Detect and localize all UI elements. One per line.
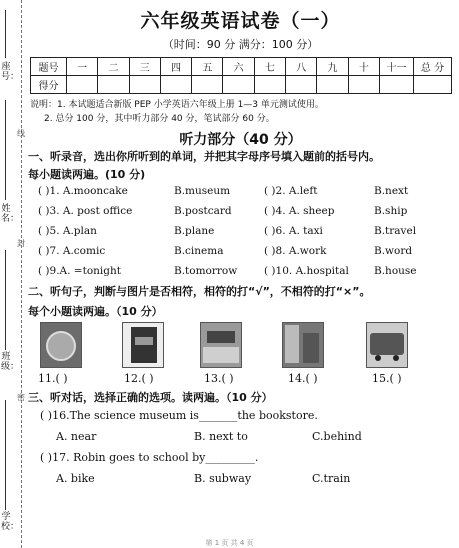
score-cell: 十	[348, 58, 379, 76]
score-input-cell[interactable]	[348, 76, 379, 94]
score-input-cell[interactable]	[160, 76, 191, 94]
q2-instruction: 二、听句子，判断与图片是否相符，相符的打“√”，不相符的打“×”。	[28, 285, 371, 298]
q1-option[interactable]: B.travel	[374, 225, 417, 237]
q1-option[interactable]: ( )5. A.plan	[38, 225, 97, 237]
q2-answer-14[interactable]: 14.( )	[288, 372, 318, 385]
score-input-cell[interactable]	[192, 76, 223, 94]
exam-title: 六年级英语试卷（一）	[140, 10, 341, 32]
q16-option-a[interactable]: A. near	[56, 430, 97, 443]
score-row-label: 得分	[31, 76, 67, 94]
score-cell: 一	[67, 58, 98, 76]
q1-option[interactable]: ( )8. A.work	[264, 245, 327, 257]
mark-seal-char: 封	[17, 239, 25, 248]
seat-number-line	[5, 10, 6, 58]
q16-question[interactable]: ( )16.The science museum is_______the bookstore.	[40, 409, 318, 422]
q1-row	[26, 263, 455, 283]
q1-option[interactable]: ( )2. A.left	[264, 185, 318, 197]
score-cell: 五	[192, 58, 223, 76]
q1-option[interactable]: ( )9.A. =tonight	[38, 265, 121, 277]
q1-row	[26, 183, 455, 203]
q1-sub-instruction: 每小题读两遍。(10 分)	[28, 168, 146, 181]
q1-row	[26, 203, 455, 223]
exam-content	[26, 0, 455, 490]
q1-option[interactable]: ( )6. A. taxi	[264, 225, 323, 237]
score-cell: 四	[160, 58, 191, 76]
score-table	[30, 57, 452, 94]
dictionary-book-picture	[122, 322, 164, 368]
note-line-1: 说明：1. 本试题适合新版 PEP 小学英语六年级上册 1—3 单元测试使用。	[30, 100, 324, 110]
q2-answer-11[interactable]: 11.( )	[38, 372, 68, 385]
score-input-cell[interactable]	[317, 76, 348, 94]
score-cell: 二	[98, 58, 129, 76]
note-line-2: 2. 总分 100 分，其中听力部分 40 分，笔试部分 60 分。	[44, 114, 275, 124]
q1-option[interactable]: B.next	[374, 185, 409, 197]
exam-notes	[30, 98, 455, 126]
score-input-cell[interactable]	[129, 76, 160, 94]
school-line	[5, 400, 6, 510]
bus-picture	[366, 322, 408, 368]
mooncake-picture	[40, 322, 82, 368]
q17-option-c[interactable]: C.train	[312, 472, 351, 485]
q2-sub-instruction: 每个小题读两遍。（10 分）	[28, 305, 163, 318]
q1-option[interactable]: ( )1. A.mooncake	[38, 185, 128, 197]
q1-option[interactable]: ( )7. A.comic	[38, 245, 106, 257]
score-cell: 十一	[380, 58, 414, 76]
score-cell: 六	[223, 58, 254, 76]
q1-option[interactable]: B.ship	[374, 205, 408, 217]
q17-option-b[interactable]: B. subway	[194, 472, 252, 485]
score-cell: 三	[129, 58, 160, 76]
score-input-cell[interactable]	[67, 76, 98, 94]
score-cell: 题号	[31, 58, 67, 76]
score-cell: 九	[317, 58, 348, 76]
score-cell: 七	[254, 58, 285, 76]
q16-option-c[interactable]: C.behind	[312, 430, 362, 443]
score-cell: 八	[286, 58, 317, 76]
q1-option[interactable]: B.tomorrow	[174, 265, 238, 277]
seat-number-label: 座号：	[1, 62, 20, 82]
page-footer: 第 1 页 共 4 页	[205, 539, 254, 547]
q16-option-b[interactable]: B. next to	[194, 430, 248, 443]
q1-option[interactable]: B.cinema	[174, 245, 224, 257]
exam-subtitle: （时间：90 分 满分：100 分）	[162, 38, 319, 51]
q1-row	[26, 243, 455, 263]
mark-line-char: 线	[17, 129, 25, 138]
q17-line	[26, 448, 455, 469]
q16-options	[26, 427, 455, 448]
q1-option[interactable]: B.postcard	[174, 205, 232, 217]
q1-option[interactable]: ( )4. A. sheep	[264, 205, 335, 217]
score-input-cell[interactable]	[286, 76, 317, 94]
score-input-cell[interactable]	[380, 76, 414, 94]
q1-row	[26, 223, 455, 243]
q1-options	[26, 183, 455, 283]
mark-secret-char: 密	[17, 393, 25, 402]
score-input-cell[interactable]	[414, 76, 452, 94]
q1-option[interactable]: B.museum	[174, 185, 231, 197]
q2-answer-15[interactable]: 15.( )	[372, 372, 402, 385]
score-input-cell[interactable]	[254, 76, 285, 94]
school-label: 学校：	[1, 512, 20, 532]
q16-line	[26, 406, 455, 427]
name-label: 姓名：	[1, 204, 20, 224]
q3-instruction: 三、听对话，选择正确的选项。读两遍。（10 分）	[28, 391, 273, 404]
score-input-cell[interactable]	[223, 76, 254, 94]
q17-options	[26, 469, 455, 490]
q2-pictures	[26, 320, 455, 402]
q1-option[interactable]: B.house	[374, 265, 417, 277]
score-cell: 总 分	[414, 58, 452, 76]
q2-answer-13[interactable]: 13.( )	[204, 372, 234, 385]
q17-question[interactable]: ( )17. Robin goes to school by_________.	[40, 451, 259, 464]
q1-option[interactable]: B.word	[374, 245, 413, 257]
score-table-score-row	[31, 76, 452, 94]
score-input-cell[interactable]	[98, 76, 129, 94]
zoo-picture	[200, 322, 242, 368]
q1-option[interactable]: ( )10. A.hospital	[264, 265, 349, 277]
class-line	[5, 250, 6, 350]
q1-option[interactable]: B.plane	[174, 225, 215, 237]
q1-option[interactable]: ( )3. A. post office	[38, 205, 133, 217]
q2-answer-12[interactable]: 12.( )	[124, 372, 154, 385]
binding-margin	[0, 0, 24, 548]
name-line	[5, 100, 6, 200]
q17-option-a[interactable]: A. bike	[56, 472, 95, 485]
city-street-picture	[282, 322, 324, 368]
class-label: 班级：	[1, 352, 20, 372]
cut-line	[21, 0, 22, 548]
score-table-header-row	[31, 58, 452, 76]
listening-section-title: 听力部分（40 分）	[179, 132, 302, 148]
q1-instruction: 一、听录音，选出你所听到的单词，并把其字母序号填入题前的括号内。	[28, 150, 380, 163]
